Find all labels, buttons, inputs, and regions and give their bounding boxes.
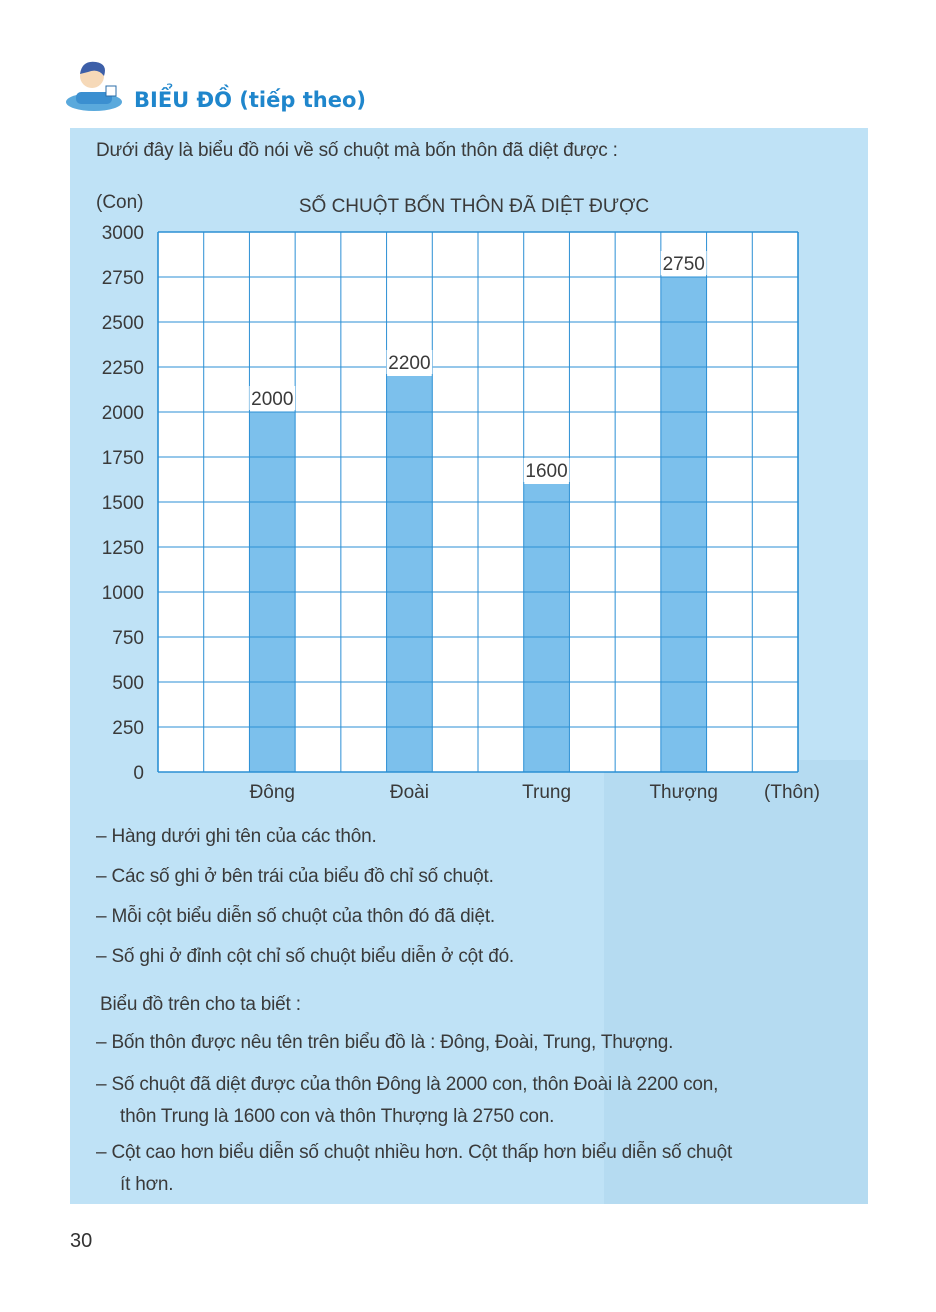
note-line: Biểu đồ trên cho ta biết : [100,994,301,1015]
mascot-icon [64,58,128,114]
note-line: – Bốn thôn được nêu tên trên biểu đồ là : Đông, Đoài, Trung, Thượng. [96,1032,674,1053]
heading-title: BIỂU ĐỒ [134,88,232,112]
note-line: – Cột cao hơn biểu diễn số chuột nhiều hơn. Cột thấp hơn biểu diễn số chuột [96,1142,733,1163]
y-tick-label-9: 2250 [101,358,144,379]
intro-text: Dưới đây là biểu đồ nói về số chuột mà bốn thôn đã diệt được : [96,140,618,161]
data-label-1: 2200 [388,353,431,374]
x-tick-label-0: Đông [249,782,295,803]
bar-2 [524,484,570,772]
note-line: thôn Trung là 1600 con và thôn Thượng là 2750 con. [120,1106,555,1127]
page-number: 30 [70,1230,93,1252]
y-axis-label: (Con) [96,192,144,213]
page-heading [134,88,366,112]
y-tick-label-12: 3000 [101,223,144,244]
note-line: – Số chuột đã diệt được của thôn Đông là 2000 con, thôn Đoài là 2200 con, [96,1074,719,1095]
bar-1 [387,376,433,772]
note-line: – Hàng dưới ghi tên của các thôn. [96,826,377,847]
heading-subtitle: (tiếp theo) [239,88,366,112]
y-tick-label-10: 2500 [101,313,144,334]
content-panel-shade [604,760,868,1204]
y-tick-label-5: 1250 [101,538,144,559]
note-line: – Số ghi ở đỉnh cột chỉ số chuột biểu diễn ở cột đó. [96,946,515,967]
data-label-0: 2000 [251,389,294,410]
note-line: – Mỗi cột biểu diễn số chuột của thôn đó đã diệt. [96,906,495,927]
chart-title: SỐ CHUỘT BỐN THÔN ĐÃ DIỆT ĐƯỢC [298,196,650,217]
y-tick-label-2: 500 [112,673,144,694]
bar-chart [70,180,840,820]
x-axis-label: (Thôn) [764,782,820,803]
data-label-2: 1600 [525,461,568,482]
y-tick-label-3: 750 [112,628,144,649]
y-tick-label-4: 1000 [101,583,144,604]
y-tick-label-0: 0 [133,763,144,784]
note-line: – Các số ghi ở bên trái của biểu đồ chỉ số chuột. [96,866,494,887]
note-line: ít hơn. [120,1174,174,1195]
x-tick-label-1: Đoài [389,782,429,803]
bar-3 [661,277,707,772]
x-tick-label-3: Thượng [649,782,718,803]
y-tick-label-6: 1500 [101,493,144,514]
y-tick-label-11: 2750 [101,268,144,289]
y-tick-label-8: 2000 [101,403,144,424]
header [64,58,464,118]
y-tick-label-1: 250 [112,718,144,739]
x-tick-label-2: Trung [522,782,572,803]
data-label-3: 2750 [662,254,705,275]
y-tick-label-7: 1750 [101,448,144,469]
